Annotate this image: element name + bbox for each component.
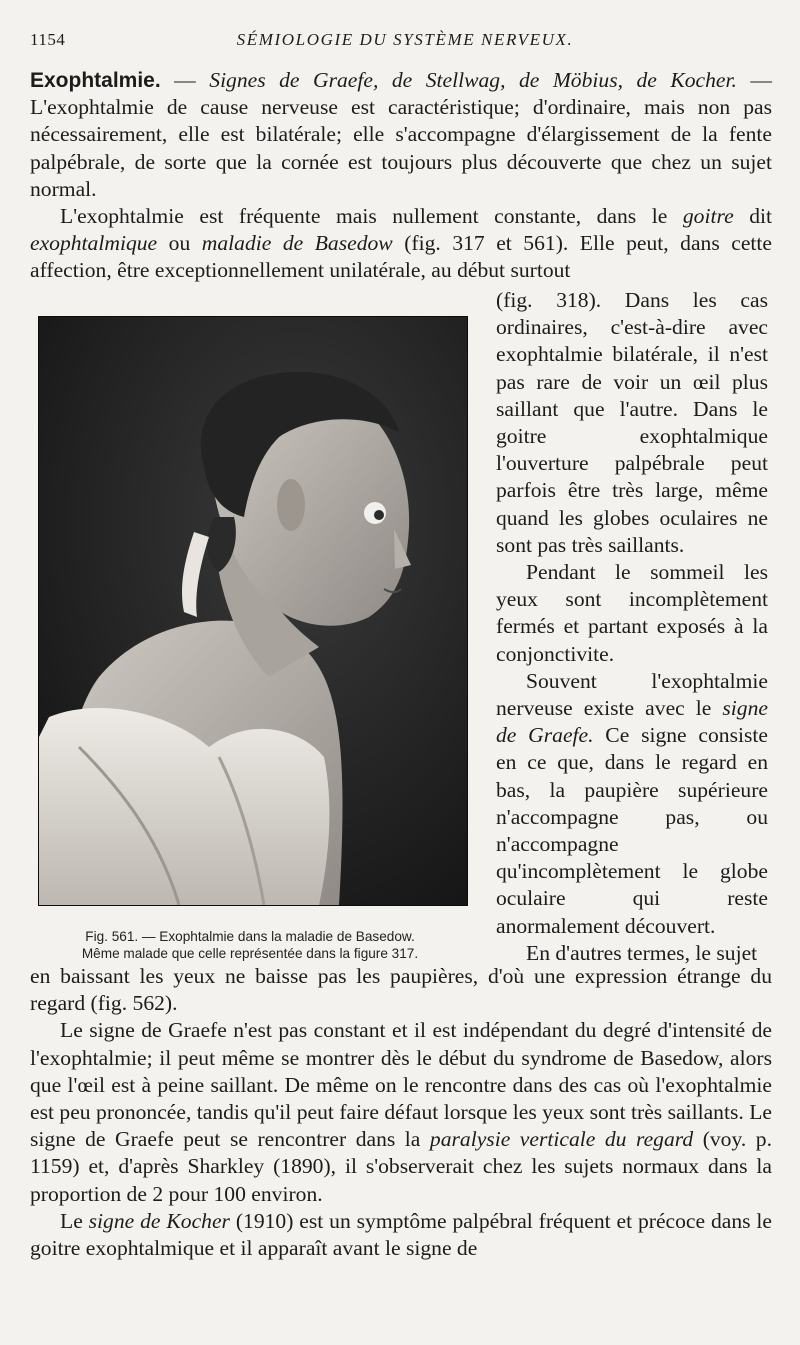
page-number: 1154	[30, 30, 66, 49]
paragraph-frequence: L'exophtalmie est fréquente mais nullement constante, dans le goitre dit exophtalmique ou maladie de Basedow (fig. 317 et 561). Elle peut, dans cette affection, être exceptionnellement unilatérale, au début surtout	[30, 204, 773, 283]
signe-de-graefe: signe de Graefe.	[496, 696, 768, 748]
signs-list: Signes de Graefe, de Stellwag, de Möbius, de Kocher.	[209, 68, 737, 92]
portrait-illustration	[39, 317, 467, 905]
side-paragraph-4: En d'autres termes, le sujet	[526, 940, 758, 965]
running-head: SÉMIOLOGIE DU SYSTÈME NERVEUX.	[236, 30, 574, 49]
signe-de-kocher: signe de Kocher	[88, 1208, 230, 1233]
side-paragraph-1: (fig. 318). Dans les cas ordinaires, c'est-à-dire avec exophtalmie bilatérale, il n'est pas rare de voir un œil plus saillant que l'autre. Dans le goitre exophtalmique l'ouverture palpébrale peut parfois être très large, même quand les globes oculaires ne sont pas très saillants.	[496, 288, 768, 557]
side-paragraph-2: Pendant le sommeil les yeux sont incomplètement fermés et partant exposés à la conjonctivite.	[496, 560, 768, 666]
paragraph-exophtalmie: Exophtalmie. — Signes de Graefe, de Stellwag, de Möbius, de Kocher. — L'exophtalmie de cause nerveuse est caractéristique; d'ordinaire, mais non pas nécessairement, elle est bilatérale; elle s'accompagne d'élargissement de la fente palpébrale, de sorte que la cornée est toujours plus découverte que chez un sujet normal.	[30, 68, 772, 201]
bottom-text	[30, 963, 772, 1262]
section-title: Exophtalmie.	[30, 69, 161, 92]
side-paragraph-3: Souvent l'exophtalmie nerveuse existe avec le signe de Graefe. Ce signe consiste en ce que, dans le regard en bas, la paupière supérieure n'accompagne pas, ou n'accompagne qu'incomplètement le globe oculaire qui reste anormalement découvert.	[496, 668, 768, 938]
page-header	[30, 30, 780, 56]
opening-paragraphs	[30, 67, 772, 285]
paragraph-kocher: Le signe de Kocher (1910) est un symptôme palpébral fréquent et précoce dans le goitre exophtalmique et il apparaît avant le signe de	[30, 1208, 772, 1261]
side-column-text	[496, 287, 768, 967]
caption-line-2: Même malade que celle représentée dans la figure 317.	[81, 946, 419, 961]
figure-caption	[40, 928, 460, 962]
paragraph-graefe: Le signe de Graefe n'est pas constant et il est indépendant du degré d'intensité de l'exophtalmie; il peut même se montrer dès le début du syndrome de Basedow, alors que l'œil est à peine saillant. De même on le rencontre dans des cas où l'exophtalmie est peu prononcée, tandis qu'il peut faire défaut lorsque les yeux sont très saillants. Le signe de Graefe peut se rencontrer dans la paralysie verticale du regard (voy. p. 1159) et, d'après Sharkley (1890), il s'observerait chez les sujets normaux dans la proportion de 2 pour 100 environ.	[30, 1018, 772, 1206]
caption-line-1: Fig. 561. — Exophtalmie dans la maladie de Basedow.	[85, 929, 415, 944]
paralysie-term: paralysie verticale du regard	[429, 1127, 694, 1152]
figure-561-photo	[38, 316, 468, 906]
paragraph-continuation: en baissant les yeux ne baisse pas les paupières, d'où une expression étrange du regard (fig. 562).	[30, 964, 772, 1016]
